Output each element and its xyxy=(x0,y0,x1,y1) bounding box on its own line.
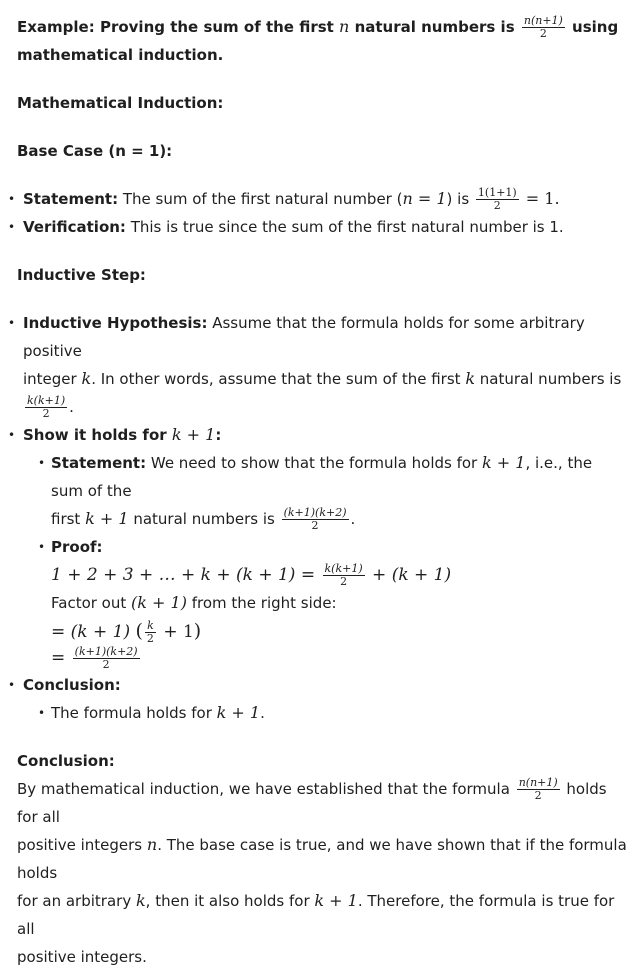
step-frac-num: (k+1)(k+2) xyxy=(283,506,347,519)
proof-label: Proof: xyxy=(51,538,103,556)
hypothesis-fraction xyxy=(25,395,67,420)
list-item xyxy=(17,671,627,727)
proof-block xyxy=(23,561,627,671)
close-paren: ) xyxy=(193,620,202,642)
step-statement-fraction xyxy=(282,507,349,532)
final-text-1: By mathematical induction, we have established that the formula xyxy=(17,780,515,798)
inductive-step-list xyxy=(17,309,627,727)
proof-line-2-den: 2 xyxy=(146,632,154,645)
proof-line-3-num: (k+1)(k+2) xyxy=(74,645,138,658)
step-conclusion-text: The formula holds for xyxy=(51,704,217,722)
final-text-4: . The base case is true, and we have shown that if the formula holds xyxy=(17,836,627,882)
intro-line-2: mathematical induction. xyxy=(17,46,224,64)
list-item: • Statement: We need to show that the formula holds for k + 1, i.e., the sum of the first k + 1 natural numbers is $\frac{(k+1)(k+2)}{2}$ . xyxy=(23,449,627,533)
proof-line-1-den: 2 xyxy=(323,575,365,588)
proof-line-1-fraction xyxy=(323,563,365,588)
hypothesis-label: Inductive Hypothesis: xyxy=(23,314,208,332)
proof-line-2-fraction xyxy=(145,620,156,645)
final-text-6: , then it also holds for xyxy=(145,892,315,910)
final-text-2: holds for all xyxy=(17,780,607,826)
heading-base-case: Base Case (n = 1): xyxy=(17,142,173,160)
list-item xyxy=(17,213,627,241)
intro-text-3: using xyxy=(566,18,619,36)
intro-fraction xyxy=(522,15,565,40)
show-label: Show it holds for xyxy=(23,426,172,444)
base-statement-text-1: The sum of the first natural number ( xyxy=(118,190,403,208)
step-conclusion-math: k + 1 xyxy=(216,703,261,722)
final-frac-den: 2 xyxy=(517,789,560,802)
hypothesis-text-4: natural numbers is xyxy=(475,370,622,388)
proof-line-1 xyxy=(51,561,627,589)
proof-line-3-eq: = xyxy=(51,648,71,668)
proof-line-3-fraction xyxy=(73,646,140,671)
proof-line-2-b: + 1 xyxy=(157,622,194,642)
show-math: k + 1 xyxy=(171,425,216,444)
base-frac-num: 1(1+1) xyxy=(477,186,517,199)
hypothesis-frac-num: k(k+1) xyxy=(27,394,66,407)
hypothesis-text-1: Assume that the formula holds for some arbitrary positive xyxy=(23,314,585,360)
intro-paragraph xyxy=(17,0,627,69)
show-colon: : xyxy=(215,426,222,444)
base-verification-label: Verification: xyxy=(23,218,126,236)
step-statement-text-2: , i.e., the sum of the xyxy=(51,454,593,500)
final-var-n: n xyxy=(146,835,158,854)
final-var-k: k xyxy=(135,891,146,910)
final-fraction xyxy=(517,777,560,802)
proof-line-1-num: k(k+1) xyxy=(324,562,363,575)
base-equals: = 1. xyxy=(520,189,560,208)
list-item xyxy=(17,421,627,671)
final-frac-num: n(n+1) xyxy=(518,776,558,789)
final-text-3: positive integers xyxy=(17,836,147,854)
proof-line-2 xyxy=(51,617,627,646)
heading-conclusion: Conclusion: xyxy=(17,752,115,770)
step-statement-label: Statement: xyxy=(51,454,147,472)
hypothesis-text-2: integer xyxy=(23,370,82,388)
base-case-list xyxy=(17,185,627,241)
base-verification-text: This is true since the sum of the first natural number is 1. xyxy=(125,218,564,236)
step-frac-den: 2 xyxy=(282,519,349,532)
step-statement-math-2: k + 1 xyxy=(85,509,129,528)
list-item xyxy=(17,185,627,213)
conclusion-sublist xyxy=(23,699,627,727)
factor-math: (k + 1) xyxy=(131,593,187,612)
final-paragraph xyxy=(17,775,627,971)
step-conclusion-label: Conclusion: xyxy=(23,676,121,694)
base-statement-text-2: ) is xyxy=(446,190,474,208)
proof-line-1-lhs: 1 + 2 + 3 + … + k + (k + 1) = xyxy=(51,565,321,585)
heading-inductive-step: Inductive Step: xyxy=(17,266,146,284)
hypothesis-var-k-2: k xyxy=(465,369,476,388)
step-conclusion-dot: . xyxy=(260,704,265,722)
base-statement-math: n = 1 xyxy=(402,189,447,208)
proof-line-3 xyxy=(51,646,627,671)
final-text-7: . Therefore, the formula is true for all xyxy=(17,892,615,938)
hypothesis-text-3: . In other words, assume that the sum of the first xyxy=(91,370,466,388)
intro-var-n: n xyxy=(339,17,350,36)
proof-line-2-num: k xyxy=(147,619,154,632)
intro-text-2: natural numbers is xyxy=(349,18,520,36)
heading-mathematical-induction: Mathematical Induction: xyxy=(17,94,224,112)
step-statement-text-3: first xyxy=(51,510,86,528)
show-sublist xyxy=(23,449,627,561)
intro-frac-den: 2 xyxy=(522,27,565,40)
factor-text-2: from the right side: xyxy=(186,594,337,612)
step-statement-text-4: natural numbers is xyxy=(128,510,280,528)
step-statement-text-1: We need to show that the formula holds for xyxy=(146,454,482,472)
final-k-plus-1: k + 1 xyxy=(314,891,358,910)
hypothesis-var-k: k xyxy=(81,369,92,388)
base-statement-label: Statement: xyxy=(23,190,119,208)
list-item xyxy=(23,533,627,561)
intro-text-1: Example: Proving the sum of the first xyxy=(17,18,340,36)
factor-text-1: Factor out xyxy=(51,594,132,612)
list-item xyxy=(23,699,627,727)
intro-frac-num: n(n+1) xyxy=(523,14,563,27)
proof-line-1-rhs: + (k + 1) xyxy=(366,565,452,585)
base-frac-den: 2 xyxy=(476,199,519,212)
list-item: • Inductive Hypothesis: Assume that the formula holds for some arbitrary positive integer k. In other words, assume that the sum of the first k natural numbers is $\frac{k(k+1)}{2}$ . xyxy=(17,309,627,421)
factor-line xyxy=(51,589,627,617)
proof-line-3-den: 2 xyxy=(73,658,140,671)
hypothesis-frac-den: 2 xyxy=(25,407,67,420)
final-text-5: for an arbitrary xyxy=(17,892,136,910)
proof-line-2-a: = (k + 1) xyxy=(51,622,136,642)
step-statement-math: k + 1 xyxy=(482,453,526,472)
base-fraction xyxy=(476,187,519,212)
open-paren: ( xyxy=(135,620,143,642)
final-text-8: positive integers. xyxy=(17,948,147,966)
